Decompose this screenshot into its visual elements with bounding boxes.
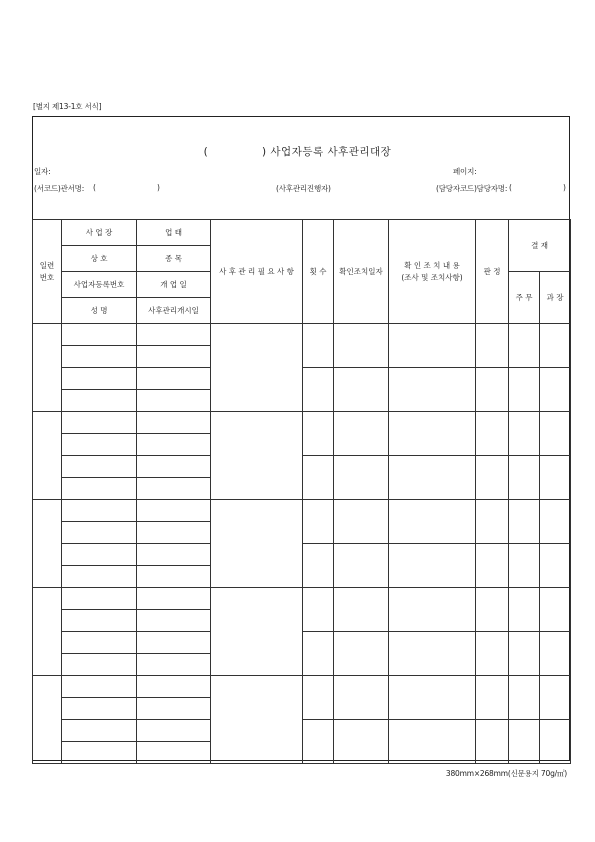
header-serial-label: 일련 번호 <box>39 260 55 282</box>
header-right-1 <box>137 246 211 272</box>
required-items-cell[interactable] <box>211 588 303 676</box>
office-paren-open: ( <box>93 183 96 192</box>
approval-manager-cell[interactable] <box>540 500 571 544</box>
title-text: 사업자등록 사후관리대장 <box>270 146 392 158</box>
title-open-paren: ( <box>203 146 209 158</box>
ledger-table <box>32 219 571 764</box>
business-detail-cell[interactable] <box>137 500 211 522</box>
content-cell[interactable] <box>389 720 476 764</box>
verdict-cell[interactable] <box>476 412 509 456</box>
header-chief-label: 주 무 <box>515 293 533 302</box>
officer-paren-close: ) <box>563 183 566 192</box>
confirm-date-cell[interactable] <box>334 588 389 632</box>
header-required <box>211 220 303 324</box>
approval-chief-cell[interactable] <box>509 544 540 588</box>
business-info-cell[interactable] <box>62 566 137 588</box>
confirm-date-cell[interactable] <box>334 676 389 720</box>
required-items-cell[interactable] <box>211 412 303 500</box>
header-confirm-date <box>334 220 389 324</box>
business-detail-cell[interactable] <box>137 478 211 500</box>
approval-manager-cell[interactable] <box>540 588 571 632</box>
header-chief <box>509 272 540 324</box>
business-info-cell[interactable] <box>62 544 137 566</box>
approval-manager-cell[interactable] <box>540 632 571 676</box>
header-approval-label: 결 재 <box>531 241 548 250</box>
confirm-date-cell[interactable] <box>334 412 389 456</box>
confirm-date-cell[interactable] <box>334 500 389 544</box>
count-cell[interactable] <box>303 676 334 720</box>
approval-chief-cell[interactable] <box>509 324 540 368</box>
approval-chief-cell[interactable] <box>509 720 540 764</box>
approval-chief-cell[interactable] <box>509 632 540 676</box>
header-approval <box>509 220 571 272</box>
confirm-date-cell[interactable] <box>334 544 389 588</box>
business-info-cell[interactable] <box>62 412 137 434</box>
header-count-label: 횟 수 <box>309 267 327 276</box>
confirm-date-cell[interactable] <box>334 456 389 500</box>
count-cell[interactable] <box>303 500 334 544</box>
business-info-cell[interactable] <box>62 478 137 500</box>
required-items-cell[interactable] <box>211 500 303 588</box>
header-content-line1: 확 인 조 치 내 용 <box>404 260 460 270</box>
required-items-cell[interactable] <box>211 324 303 412</box>
count-cell[interactable] <box>303 588 334 632</box>
business-info-cell[interactable] <box>62 610 137 632</box>
header-manager <box>540 272 571 324</box>
title-close-paren: ) <box>261 146 267 158</box>
confirm-date-cell[interactable] <box>334 632 389 676</box>
approval-chief-cell[interactable] <box>509 412 540 456</box>
table-row <box>33 324 571 346</box>
form-code: [별지 제13-1호 서식] <box>33 102 102 111</box>
business-detail-cell[interactable] <box>137 390 211 412</box>
business-detail-cell[interactable] <box>137 456 211 478</box>
business-detail-cell[interactable] <box>137 324 211 346</box>
table-row <box>33 676 571 698</box>
count-cell[interactable] <box>303 324 334 368</box>
serial-cell[interactable] <box>33 676 62 764</box>
verdict-cell[interactable] <box>476 500 509 544</box>
header-required-label: 사 후 관 리 필 요 사 항 <box>219 267 294 276</box>
business-detail-cell[interactable] <box>137 368 211 390</box>
form-title <box>0 144 595 159</box>
content-cell[interactable] <box>389 456 476 500</box>
business-detail-cell[interactable] <box>137 522 211 544</box>
count-cell[interactable] <box>303 544 334 588</box>
business-detail-cell[interactable] <box>137 632 211 654</box>
business-detail-cell[interactable] <box>137 742 211 764</box>
header-verdict <box>476 220 509 324</box>
business-info-cell[interactable] <box>62 632 137 654</box>
verdict-cell[interactable] <box>476 324 509 368</box>
serial-cell[interactable] <box>33 412 62 500</box>
date-label: 일자: <box>34 167 51 176</box>
header-count <box>303 220 334 324</box>
verdict-cell[interactable] <box>476 588 509 632</box>
confirm-date-cell[interactable] <box>334 720 389 764</box>
business-info-cell[interactable] <box>62 522 137 544</box>
header-right-label: 개 업 일 <box>160 280 187 289</box>
officer-label: (담당자코드)담당자명: <box>436 184 508 193</box>
business-detail-cell[interactable] <box>137 610 211 632</box>
business-info-cell[interactable] <box>62 720 137 742</box>
table-row <box>33 588 571 610</box>
business-detail-cell[interactable] <box>137 654 211 676</box>
count-cell[interactable] <box>303 456 334 500</box>
verdict-cell[interactable] <box>476 368 509 412</box>
count-cell[interactable] <box>303 368 334 412</box>
header-right-label: 업 태 <box>165 228 182 237</box>
count-cell[interactable] <box>303 632 334 676</box>
verdict-cell[interactable] <box>476 676 509 720</box>
header-left-0 <box>62 220 137 246</box>
business-info-cell[interactable] <box>62 698 137 720</box>
content-cell[interactable] <box>389 412 476 456</box>
office-paren-close: ) <box>157 183 160 192</box>
business-info-cell[interactable] <box>62 676 137 698</box>
approval-chief-cell[interactable] <box>509 676 540 720</box>
approval-manager-cell[interactable] <box>540 544 571 588</box>
header-content <box>389 220 476 324</box>
header-serial <box>33 220 62 324</box>
header-right-3 <box>137 298 211 324</box>
business-detail-cell[interactable] <box>137 544 211 566</box>
header-content-line2: (조사 및 조치사항) <box>401 272 463 282</box>
header-right-2 <box>137 272 211 298</box>
approval-manager-cell[interactable] <box>540 368 571 412</box>
approval-manager-cell[interactable] <box>540 456 571 500</box>
approval-manager-cell[interactable] <box>540 324 571 368</box>
officer-paren-open: ( <box>509 183 512 192</box>
business-info-cell[interactable] <box>62 500 137 522</box>
header-right-label: 종 목 <box>165 254 182 263</box>
business-info-cell[interactable] <box>62 434 137 456</box>
verdict-cell[interactable] <box>476 544 509 588</box>
business-detail-cell[interactable] <box>137 434 211 456</box>
business-detail-cell[interactable] <box>137 698 211 720</box>
business-detail-cell[interactable] <box>137 588 211 610</box>
count-cell[interactable] <box>303 412 334 456</box>
business-detail-cell[interactable] <box>137 566 211 588</box>
serial-cell[interactable] <box>33 588 62 676</box>
content-cell[interactable] <box>389 324 476 368</box>
header-confirm-date-label: 확인조치일자 <box>339 267 383 276</box>
verdict-cell[interactable] <box>476 632 509 676</box>
header-left-label: 사업자등록번호 <box>73 280 125 289</box>
approval-chief-cell[interactable] <box>509 500 540 544</box>
serial-cell[interactable] <box>33 324 62 412</box>
header-verdict-label: 판 정 <box>483 267 501 276</box>
business-info-cell[interactable] <box>62 390 137 412</box>
header-manager-label: 과 장 <box>546 293 564 302</box>
content-cell[interactable] <box>389 368 476 412</box>
table-row <box>33 500 571 522</box>
content-cell[interactable] <box>389 676 476 720</box>
approval-manager-cell[interactable] <box>540 412 571 456</box>
header-left-1 <box>62 246 137 272</box>
header-left-label: 성 명 <box>90 306 108 315</box>
verdict-cell[interactable] <box>476 720 509 764</box>
header-right-0 <box>137 220 211 246</box>
approval-chief-cell[interactable] <box>509 368 540 412</box>
confirm-date-cell[interactable] <box>334 368 389 412</box>
business-detail-cell[interactable] <box>137 346 211 368</box>
content-cell[interactable] <box>389 544 476 588</box>
business-detail-cell[interactable] <box>137 412 211 434</box>
header-left-label: 사 업 장 <box>85 228 113 237</box>
business-detail-cell[interactable] <box>137 720 211 742</box>
content-cell[interactable] <box>389 632 476 676</box>
header-left-label: 상 호 <box>90 254 108 263</box>
progress-label: (사후관리진행자) <box>276 184 331 193</box>
business-info-cell[interactable] <box>62 456 137 478</box>
page-label: 페이지: <box>453 167 477 176</box>
serial-cell[interactable] <box>33 500 62 588</box>
business-info-cell[interactable] <box>62 324 137 346</box>
paper-spec: 380mm×268mm(신문용지 70g/㎡) <box>445 769 567 778</box>
approval-manager-cell[interactable] <box>540 720 571 764</box>
business-info-cell[interactable] <box>62 368 137 390</box>
content-cell[interactable] <box>389 500 476 544</box>
business-detail-cell[interactable] <box>137 676 211 698</box>
approval-chief-cell[interactable] <box>509 588 540 632</box>
header-right-label: 사후관리개시일 <box>148 306 199 315</box>
table-row <box>33 412 571 434</box>
approval-chief-cell[interactable] <box>509 456 540 500</box>
business-info-cell[interactable] <box>62 346 137 368</box>
count-cell[interactable] <box>303 720 334 764</box>
business-info-cell[interactable] <box>62 654 137 676</box>
header-left-2 <box>62 272 137 298</box>
confirm-date-cell[interactable] <box>334 324 389 368</box>
verdict-cell[interactable] <box>476 456 509 500</box>
required-items-cell[interactable] <box>211 676 303 764</box>
business-info-cell[interactable] <box>62 588 137 610</box>
content-cell[interactable] <box>389 588 476 632</box>
business-info-cell[interactable] <box>62 742 137 764</box>
approval-manager-cell[interactable] <box>540 676 571 720</box>
header-left-3 <box>62 298 137 324</box>
office-label: (서코드)관서명: <box>34 184 85 193</box>
